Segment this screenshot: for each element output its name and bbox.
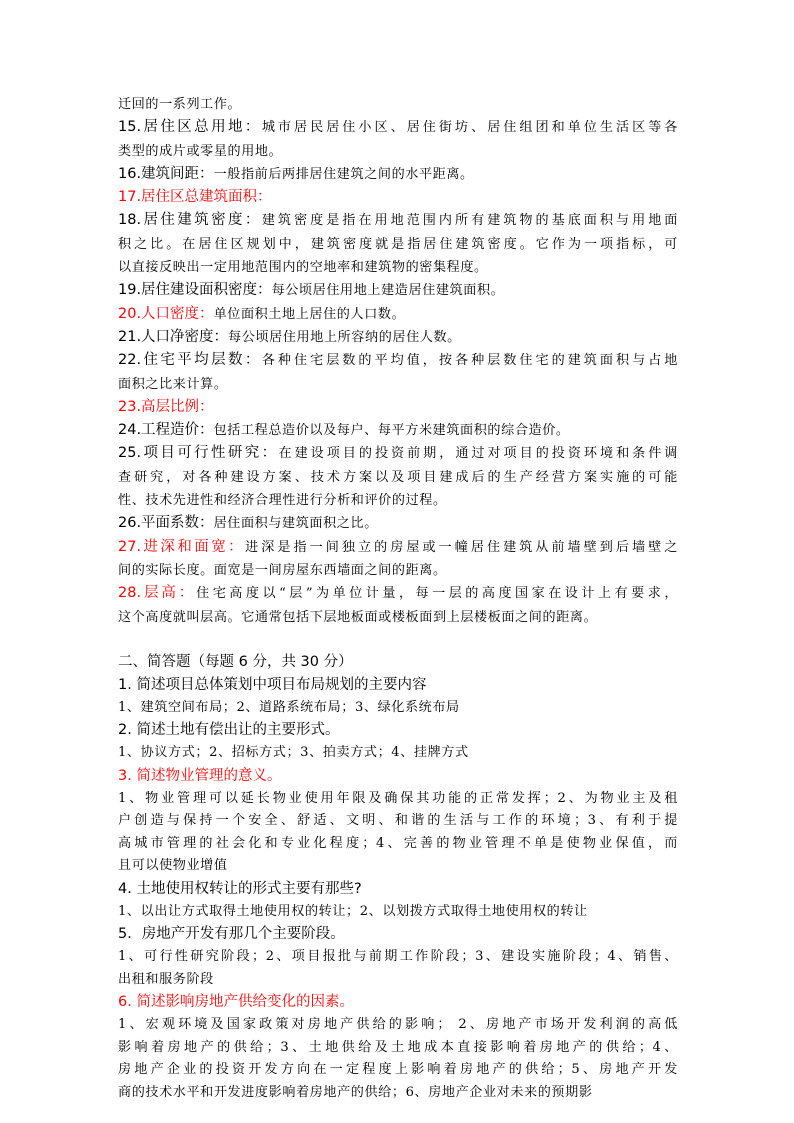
definition-continuation	[118, 489, 678, 512]
definition-text: 各种住宅层数的平均值，按各种层数住宅的建筑面积与占地	[261, 353, 678, 369]
definition-text: 迁回的一系列工作。	[118, 97, 242, 112]
document-page	[118, 93, 678, 1104]
question-title: 4. 土地使用权转让的形式主要有那些?	[118, 880, 362, 897]
answer-line: 1、宏观环境及国家政策对房地产供给的影响； 2、房地产市场开发利润的高低	[118, 1017, 678, 1033]
definition-text: 每公顷居住用地上所容纳的居住人数。	[228, 329, 461, 345]
answer-line: 户创造与保持一个安全、舒适、文明、和谐的生活与工作的环境；3、有利于提	[118, 813, 678, 829]
definition-text: 住宅高度以“层”为单位计量，每一层的高度国家在设计上有要求，	[196, 586, 679, 602]
definition-continuation	[118, 256, 678, 279]
definition-term: 25.项目可行性研究：	[118, 445, 279, 462]
answer-line: 1、以出让方式取得土地使用权的转让；2、以划拨方式取得土地使用权的转让	[118, 903, 588, 919]
definition-text: 每公顷居住用地上建造居住建筑面积。	[271, 283, 505, 299]
definition-item	[118, 209, 678, 232]
definition-text: 性、技术先进性和经济合理性进行分析和评价的过程。	[118, 493, 447, 509]
question-title: 6. 简述影响房地产供给变化的因素。	[118, 994, 354, 1011]
question-title: 2. 简述土地有偿出让的主要形式。	[118, 722, 340, 739]
answer-line: 影响着房地产的供给；3、土地供给及土地成本直接影响着房地产的供给；4、	[118, 1039, 678, 1055]
definition-term: 15.居住区总用地：	[118, 119, 262, 136]
definition-text: 类型的成片或零星的用地。	[118, 143, 283, 159]
definition-text: 居住面积与建筑面积之比。	[213, 516, 378, 532]
definitions-list	[118, 93, 678, 629]
definition-text: 单位面积土地上居住的人口数。	[213, 306, 406, 322]
definition-item	[118, 303, 678, 326]
definition-text: 在建设项目的投资前期，通过对项目的投资环境和条件调	[278, 446, 679, 462]
definition-term: 22.住宅平均层数：	[118, 352, 262, 369]
definition-text: 进深是指一间独立的房屋或一幢居住建筑从前墙壁到后墙壁之	[245, 539, 678, 555]
definition-continuation	[118, 373, 678, 396]
definition-term: 19.居住建设面积密度：	[118, 282, 272, 299]
definition-term: 21.人口净密度：	[118, 328, 229, 345]
definition-text: 这个高度就叫层高。它通常包括下层地板面或楼板面到上层楼板面之间的距离。	[118, 609, 598, 625]
question-title: 1. 简述项目总体策划中项目布局规划的主要内容	[118, 676, 427, 693]
answer-line: 1、协议方式；2、招标方式；3、拍卖方式；4、挂牌方式	[118, 745, 469, 761]
question-title: 5．房地产开发有那几个主要阶段。	[118, 926, 345, 943]
answer-line: 房地产企业的投资开发方向在一定程度上影响着房地产的供给；5、房地产开发	[118, 1062, 678, 1078]
definition-term: 27.进深和面宽：	[118, 538, 246, 555]
definition-item	[118, 116, 678, 139]
section-heading: 二、简答题（每题 6 分，共 30 分）	[118, 653, 353, 670]
definition-text: 面积之比来计算。	[118, 376, 228, 392]
definition-term: 17.居住区总建筑面积：	[118, 189, 272, 206]
definition-continuation	[118, 559, 678, 582]
definition-continuation	[118, 233, 678, 256]
definition-term: 28.层高：	[118, 585, 197, 602]
definition-text: 积之比。在居住区规划中，建筑密度就是指居住建筑密度。它作为一项指标，可	[118, 236, 678, 252]
definition-continuation	[118, 606, 678, 629]
definition-item	[118, 279, 678, 302]
definition-term: 24.工程造价：	[118, 422, 214, 439]
definition-text: 查研究，对各种建设方案、技术方案以及项目建成后的生产经营方案实施的可能	[118, 469, 678, 485]
definition-text: 一般指前后两排居住建筑之间的水平距离。	[213, 166, 474, 182]
definition-item	[118, 396, 678, 419]
definition-item	[118, 186, 678, 209]
definition-term: 20.人口密度：	[118, 305, 214, 322]
answer-line: 且可以使物业增值	[118, 858, 228, 874]
answer-line: 商的技术水平和开发进度影响着房地产的供给；6、房地产企业对未来的预期影	[118, 1084, 593, 1100]
definition-term: 16.建筑间距：	[118, 165, 214, 182]
definition-text: 间的实际长度。面宽是一间房屋东西墙面之间的距离。	[118, 562, 447, 578]
definition-continuation	[118, 466, 678, 489]
answer-line: 1、建筑空间布局；2、道路系统布局；3、绿化系统布局	[118, 699, 460, 715]
definition-item	[118, 536, 678, 559]
definition-item	[118, 582, 678, 605]
definition-continuation	[118, 140, 678, 163]
definition-text: 建筑密度是指在用地范围内所有建筑物的基底面积与用地面	[261, 213, 678, 229]
definition-item	[118, 326, 678, 349]
answer-line: 出租和服务阶段	[118, 971, 214, 987]
definition-item	[118, 512, 678, 535]
definition-term: 26.平面系数：	[118, 515, 214, 532]
definition-text: 城市居民居住小区、居住街坊、居住组团和单位生活区等各	[261, 120, 678, 136]
definition-term: 23.高层比例：	[118, 398, 214, 415]
answer-line: 1、物业管理可以延长物业使用年限及确保其功能的正常发挥；2、为物业主及租	[118, 790, 678, 806]
answer-line: 1、可行性研究阶段；2、项目报批与前期工作阶段；3、建设实施阶段；4、销售、	[118, 949, 678, 965]
definition-text: 以直接反映出一定用地范围内的空地率和建筑物的密集程度。	[118, 260, 488, 276]
definition-item	[118, 442, 678, 465]
definition-item	[118, 419, 678, 442]
answer-line: 高城市管理的社会化和专业化程度；4、完善的物业管理不单是使物业保值，而	[118, 835, 678, 851]
definition-item	[118, 93, 678, 116]
questions-list	[118, 674, 678, 1105]
definition-term: 18.居住建筑密度：	[118, 212, 262, 229]
definition-text: 包括工程总造价以及每户、每平方米建筑面积的综合造价。	[213, 423, 570, 439]
definition-item	[118, 349, 678, 372]
question-title: 3. 简述物业管理的意义。	[118, 767, 282, 784]
definition-item	[118, 163, 678, 186]
